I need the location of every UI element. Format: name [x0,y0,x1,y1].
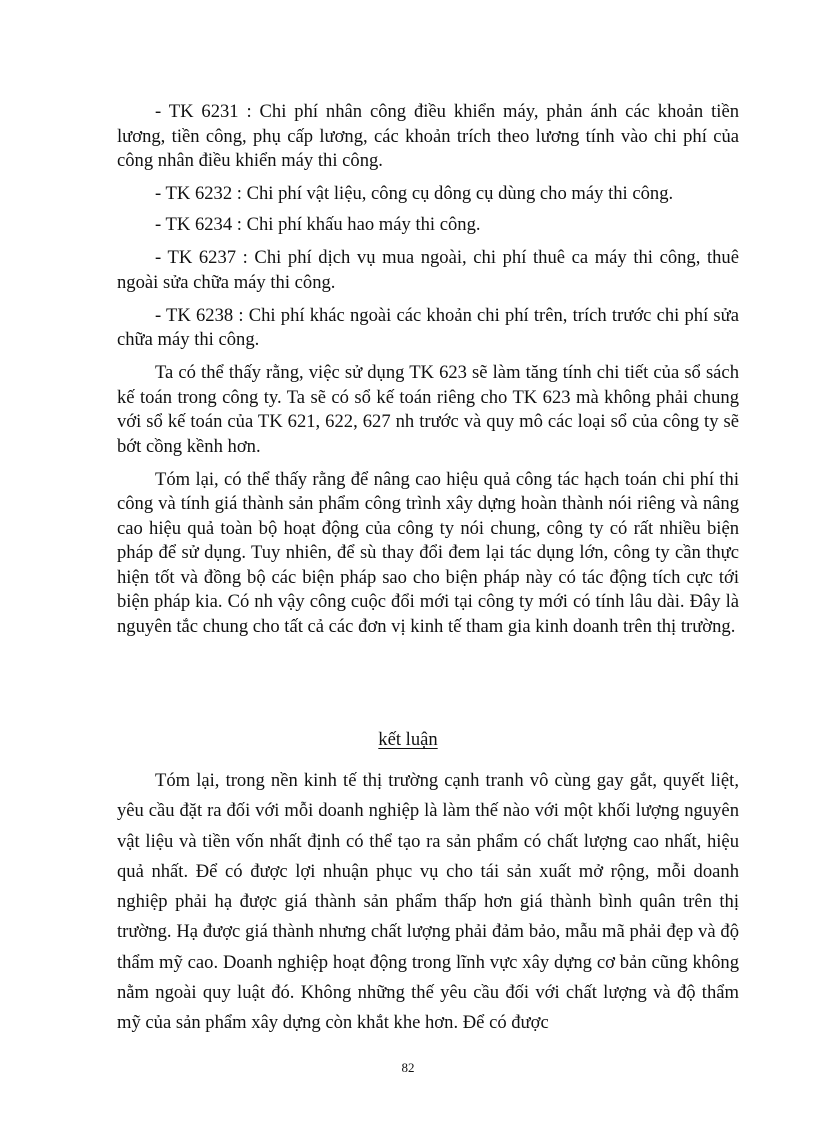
page-number: 82 [401,1060,415,1075]
section-heading-conclusion: kết luận [378,729,438,750]
body-text-conclusion [117,766,739,1039]
paragraph-summary: Tóm lại, có thể thấy rằng để nâng cao hiệu quả công tác hạch toán chi phí thi công và tính giá thành sản phẩm công trình xây dựng hoàn thành nói riêng và nâng cao hiệu quả toàn bộ hoạt động của công ty nói chung, công ty có rất nhiều biện pháp để sử dụng. Tuy nhiên, để sù thay đổi đem lại tác dụng lớn, công ty cần thực hiện tốt và đồng bộ các biện pháp sao cho biện pháp này có tác động tích cực tới biện pháp kia. Có nh vậy công cuộc đổi mới tại công ty mới có tính lâu dài. Đây là nguyên tắc chung cho tất cả các đơn vị kinh tế tham gia kinh doanh trên thị trường. [117,468,739,637]
paragraph-tk-6231: - TK 6231 : Chi phí nhân công điều khiển máy, phản ánh các khoản tiền lương, tiền công, phụ cấp lương, các khoản trích theo lương tính vào chi phí của công nhân điều khiển máy thi công. [117,101,739,171]
paragraph-tk-6238: - TK 6238 : Chi phí khác ngoài các khoản chi phí trên, trích trước chi phí sửa chữa máy thi công. [117,304,739,351]
paragraph-conclusion: Tóm lại, trong nền kinh tế thị trường cạnh tranh vô cùng gay gắt, quyết liệt, yêu cầu đặt ra đối với mỗi doanh nghiệp là làm thế nào với một khối lượng nguyên vật liệu và tiền vốn nhất định có thể tạo ra sản phẩm có chất lượng cao nhất, hiệu quả nhất. Để có được lợi nhuận phục vụ cho tái sản xuất mở rộng, mỗi doanh nghiệp phải hạ được giá thành sản phẩm thấp hơn giá thành bình quân trên thị trường. Hạ được giá thành nhưng chất lượng phải đảm bảo, mẫu mã phải đẹp và độ thẩm mỹ cao. Doanh nghiệp hoạt động trong lĩnh vực xây dựng cơ bản cũng không nằm ngoài quy luật đó. Không những thế yêu cầu đối với chất lượng và độ thẩm mỹ của sản phẩm xây dựng còn khắt khe hơn. Để có được [117,770,739,1034]
paragraph-tk-6232: - TK 6232 : Chi phí vật liệu, công cụ dông cụ dùng cho máy thi công. [155,183,674,205]
paragraph-tk-6234: - TK 6234 : Chi phí khấu hao máy thi công. [155,213,481,235]
paragraph-tk-623-usage: Ta có thể thấy rằng, việc sử dụng TK 623 sẽ làm tăng tính chi tiết của sổ sách kế toán trong công ty. Ta sẽ có sổ kế toán riêng cho TK 623 mà không phải chung với sổ kế toán của TK 621, 622, 627 nh trước và quy mô các loại sổ của công ty sẽ bớt cồng kềnh hơn. [117,362,739,457]
paragraph-tk-6237: - TK 6237 : Chi phí dịch vụ mua ngoài, chi phí thuê ca máy thi công, thuê ngoài sửa chữa máy thi công. [117,247,739,293]
body-text-top [117,100,739,648]
